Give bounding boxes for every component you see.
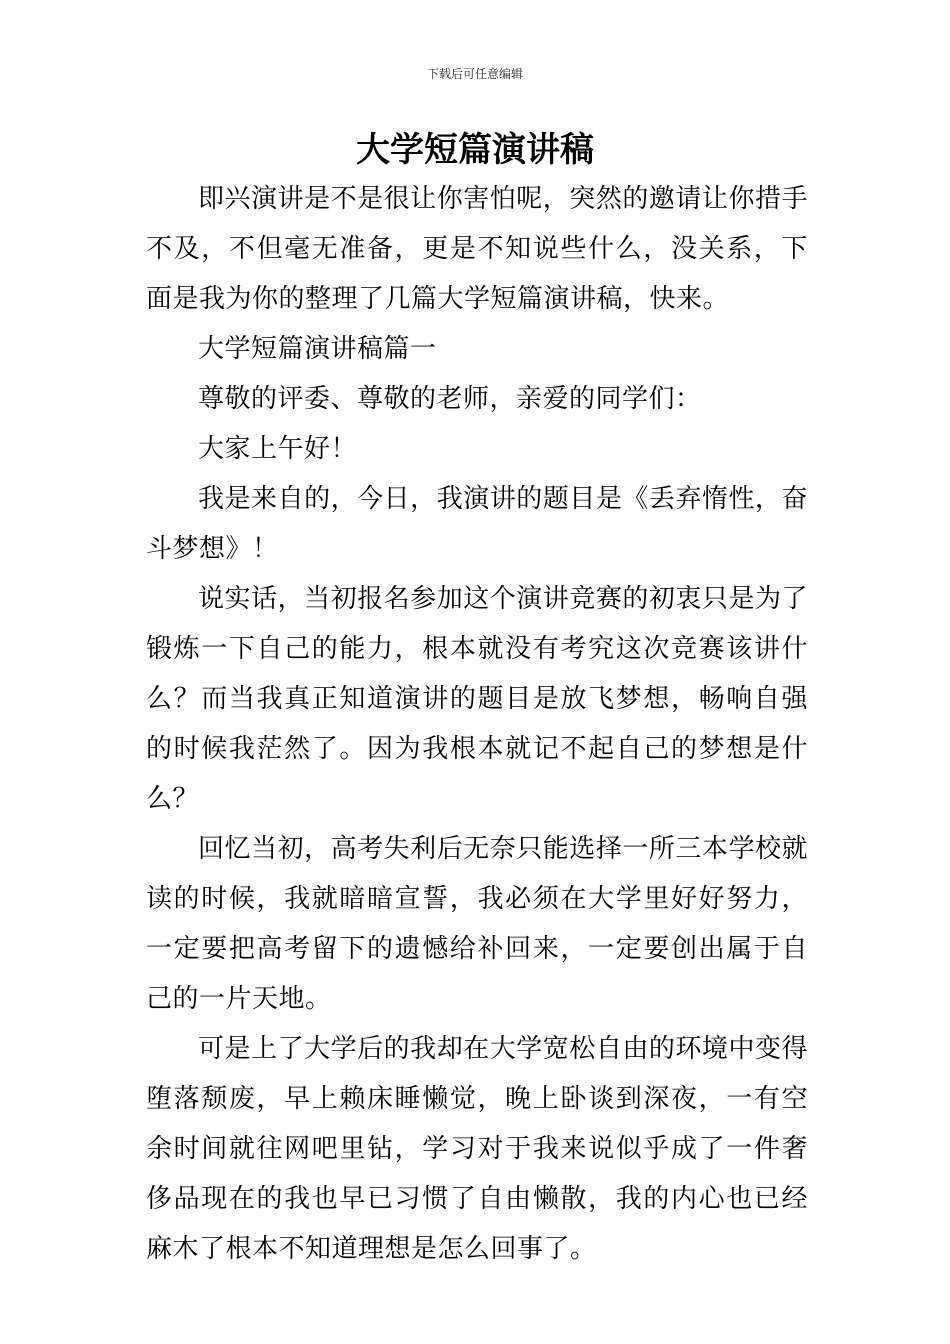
- document-title: 大学短篇演讲稿: [356, 130, 594, 170]
- paragraph-body-2: 回忆当初，高考失利后无奈只能选择一所三本学校就读的时候，我就暗暗宣誓，我必须在大学里好好努力，一定要把高考留下的遗憾给补回来，一定要创出属于自己的一片天地。: [146, 834, 808, 1014]
- paragraph-body-1: 说实话，当初报名参加这个演讲竞赛的初衷只是为了锻炼一下自己的能力，根本就没有考究这次竞赛该讲什么？而当我真正知道演讲的题目是放飞梦想，畅响自强的时候我茫然了。因为我根本就记不起自己的梦想是什么？: [146, 584, 808, 814]
- document-body: [146, 174, 808, 1274]
- paragraph-salutation: 尊敬的评委、尊敬的老师，亲爱的同学们：: [198, 384, 702, 414]
- paragraph-section-heading: 大学短篇演讲稿篇一: [198, 334, 437, 364]
- paragraph-intro: 即兴演讲是不是很让你害怕呢，突然的邀请让你措手不及，不但毫无准备，更是不知说些什么，没关系，下面是我为你的整理了几篇大学短篇演讲稿，快来。: [146, 184, 808, 314]
- header-note: 下载后可任意编辑: [426, 67, 523, 81]
- paragraph-body-3: 可是上了大学后的我却在大学宽松自由的环境中变得堕落颓废，早上赖床睡懒觉，晚上卧谈到深夜，一有空余时间就往网吧里钻，学习对于我来说似乎成了一件奢侈品现在的我也早已习惯了自由懒散，我的内心也已经麻木了根本不知道理想是怎么回事了。: [146, 1034, 808, 1264]
- paragraph-greeting: 大家上午好！: [198, 434, 358, 464]
- paragraph-topic: 我是来自的，今日，我演讲的题目是《丢弃惰性，奋斗梦想》！: [146, 484, 808, 564]
